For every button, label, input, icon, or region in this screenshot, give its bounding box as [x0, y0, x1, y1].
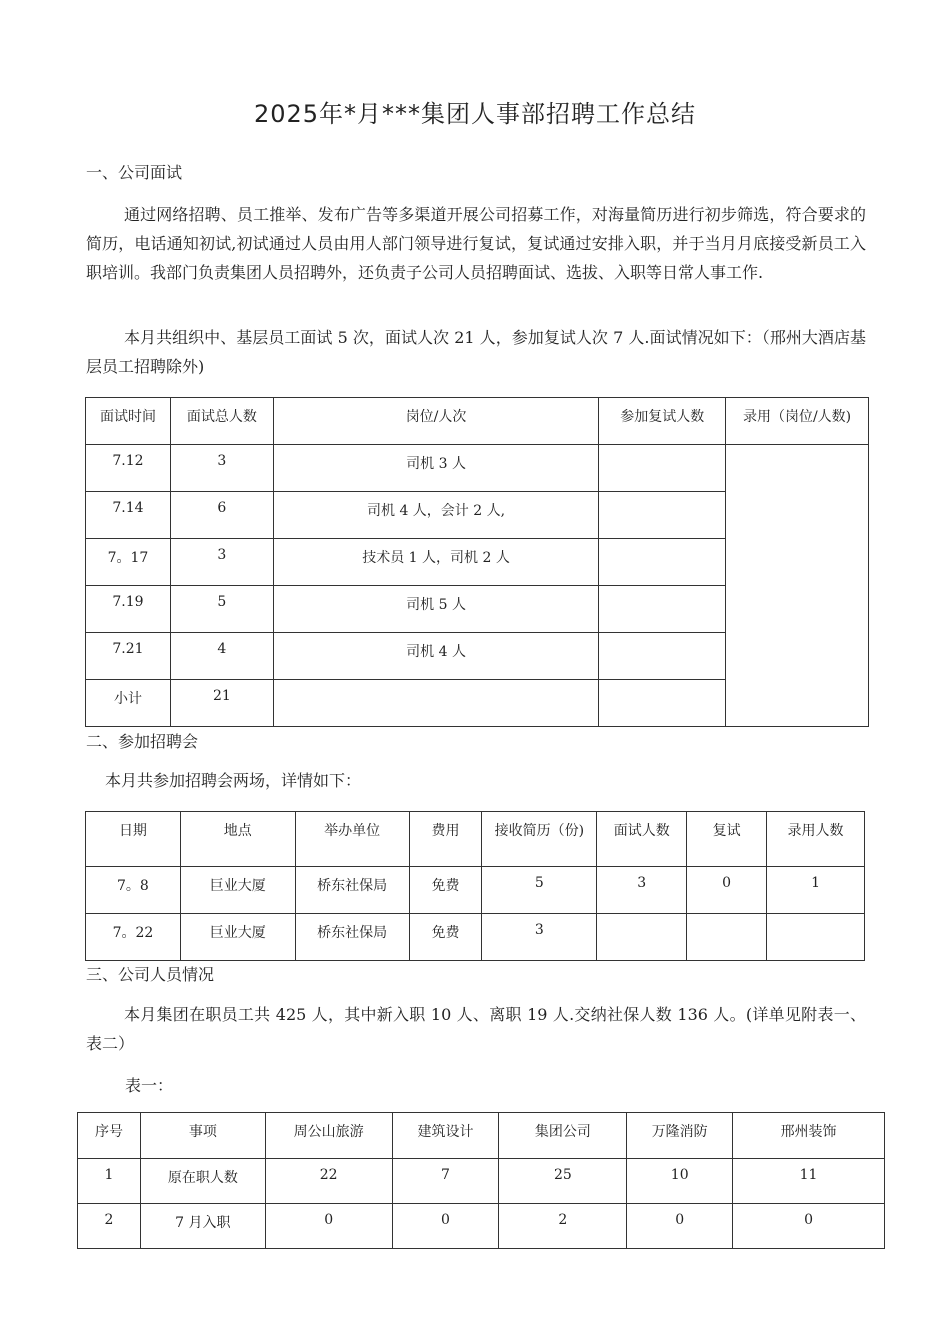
staff-table — [77, 1112, 885, 1249]
section-1-paragraph-2: 本月共组织中、基层员工面试 5 次，面试人次 21 人，参加复试人次 7 人.面试情况如下：（邢州大酒店基层员工招聘除外) — [86, 328, 866, 376]
section-1-paragraph-1: 通过网络招聘、员工推举、发布广告等多渠道开展公司招募工作，对海量简历进行初步筛选，符合要求的简历，电话通知初试,初试通过人员由用人部门领导进行复试，复试通过安排入职，并于当月月底接受新员工入职培训。我部门负责集团人员招聘外，还负责子公司人员招聘面试、选拔、入职等日常人事工作. — [86, 205, 866, 282]
table-row — [86, 914, 865, 961]
table-cell: 3 — [482, 914, 597, 961]
interview-date: 7.19 — [86, 586, 171, 633]
table-row — [78, 1204, 885, 1249]
column-header: 邢州装饰 — [733, 1113, 885, 1159]
table-cell: 巨业大厦 — [180, 867, 295, 914]
job-fair-table — [85, 811, 865, 961]
column-header: 序号 — [78, 1113, 141, 1159]
table-cell: 7 月入职 — [140, 1204, 265, 1249]
page-title: 2025年*月***集团人事部招聘工作总结 — [253, 100, 697, 128]
table-cell: 0 — [627, 1204, 733, 1249]
section-2-heading: 二、参加招聘会 — [86, 732, 199, 751]
subtotal-label: 小计 — [86, 680, 171, 727]
interview-table — [85, 397, 869, 727]
table-row — [86, 867, 865, 914]
section-3-paragraph: 本月集团在职员工共 425 人，其中新入职 10 人、离职 19 人.交纳社保人数 136 人。(详单见附表一、表二） — [86, 1005, 866, 1053]
column-header: 岗位/人次 — [273, 398, 599, 445]
table-cell: 1 — [767, 867, 865, 914]
table-cell: 0 — [265, 1204, 392, 1249]
interview-total: 5 — [170, 586, 273, 633]
table-row — [86, 445, 869, 492]
column-header: 参加复试人数 — [599, 398, 726, 445]
interview-retest — [599, 633, 726, 680]
table-cell — [687, 914, 767, 961]
interview-total: 6 — [170, 492, 273, 539]
table-cell: 桥东社保局 — [295, 867, 409, 914]
subtotal-retest — [599, 680, 726, 727]
subtotal-total: 21 — [170, 680, 273, 727]
column-header: 费用 — [409, 812, 482, 867]
table-cell: 5 — [482, 867, 597, 914]
column-header: 周公山旅游 — [265, 1113, 392, 1159]
table-cell: 0 — [733, 1204, 885, 1249]
table-cell: 3 — [597, 867, 687, 914]
interview-positions: 技术员 1 人，司机 2 人 — [273, 539, 599, 586]
table-row — [78, 1159, 885, 1204]
interview-retest — [599, 492, 726, 539]
column-header: 接收简历（份) — [482, 812, 597, 867]
section-1-heading: 一、公司面试 — [86, 163, 183, 182]
section-3-heading: 三、公司人员情况 — [86, 965, 215, 984]
interview-date: 7.21 — [86, 633, 171, 680]
table-cell: 25 — [499, 1159, 627, 1204]
table-cell — [597, 914, 687, 961]
table-header-row — [78, 1113, 885, 1159]
interview-retest — [599, 539, 726, 586]
column-header: 录用人数 — [767, 812, 865, 867]
column-header: 建筑设计 — [392, 1113, 499, 1159]
interview-positions: 司机 3 人 — [273, 445, 599, 492]
column-header: 举办单位 — [295, 812, 409, 867]
column-header: 集团公司 — [499, 1113, 627, 1159]
table-cell: 1 — [78, 1159, 141, 1204]
subtotal-positions — [273, 680, 599, 727]
interview-retest — [599, 445, 726, 492]
interview-date: 7。17 — [86, 539, 171, 586]
interview-date: 7.14 — [86, 492, 171, 539]
table-cell: 桥东社保局 — [295, 914, 409, 961]
column-header: 录用（岗位/人数) — [726, 398, 869, 445]
table-one-label: 表一： — [125, 1076, 174, 1095]
table-cell: 10 — [627, 1159, 733, 1204]
table-cell: 0 — [687, 867, 767, 914]
table-cell: 原在职人数 — [140, 1159, 265, 1204]
column-header: 事项 — [140, 1113, 265, 1159]
table-cell — [767, 914, 865, 961]
table-cell: 0 — [392, 1204, 499, 1249]
table-cell: 11 — [733, 1159, 885, 1204]
table-cell: 免费 — [409, 867, 482, 914]
table-cell: 7 — [392, 1159, 499, 1204]
table-cell: 7。22 — [86, 914, 181, 961]
table-header-row — [86, 398, 869, 445]
column-header: 面试时间 — [86, 398, 171, 445]
interview-positions: 司机 4 人 — [273, 633, 599, 680]
table-cell: 7。8 — [86, 867, 181, 914]
column-header: 日期 — [86, 812, 181, 867]
table-cell: 2 — [499, 1204, 627, 1249]
table-header-row — [86, 812, 865, 867]
interview-total: 3 — [170, 539, 273, 586]
interview-total: 4 — [170, 633, 273, 680]
section-2-paragraph: 本月共参加招聘会两场，详情如下： — [105, 771, 362, 790]
column-header: 面试总人数 — [170, 398, 273, 445]
column-header: 地点 — [180, 812, 295, 867]
interview-positions: 司机 4 人，会计 2 人, — [273, 492, 599, 539]
table-cell: 巨业大厦 — [180, 914, 295, 961]
interview-hired — [726, 445, 869, 727]
table-cell: 2 — [78, 1204, 141, 1249]
table-cell: 免费 — [409, 914, 482, 961]
interview-retest — [599, 586, 726, 633]
interview-positions: 司机 5 人 — [273, 586, 599, 633]
column-header: 万隆消防 — [627, 1113, 733, 1159]
column-header: 面试人数 — [597, 812, 687, 867]
table-cell: 22 — [265, 1159, 392, 1204]
column-header: 复试 — [687, 812, 767, 867]
interview-total: 3 — [170, 445, 273, 492]
interview-date: 7.12 — [86, 445, 171, 492]
